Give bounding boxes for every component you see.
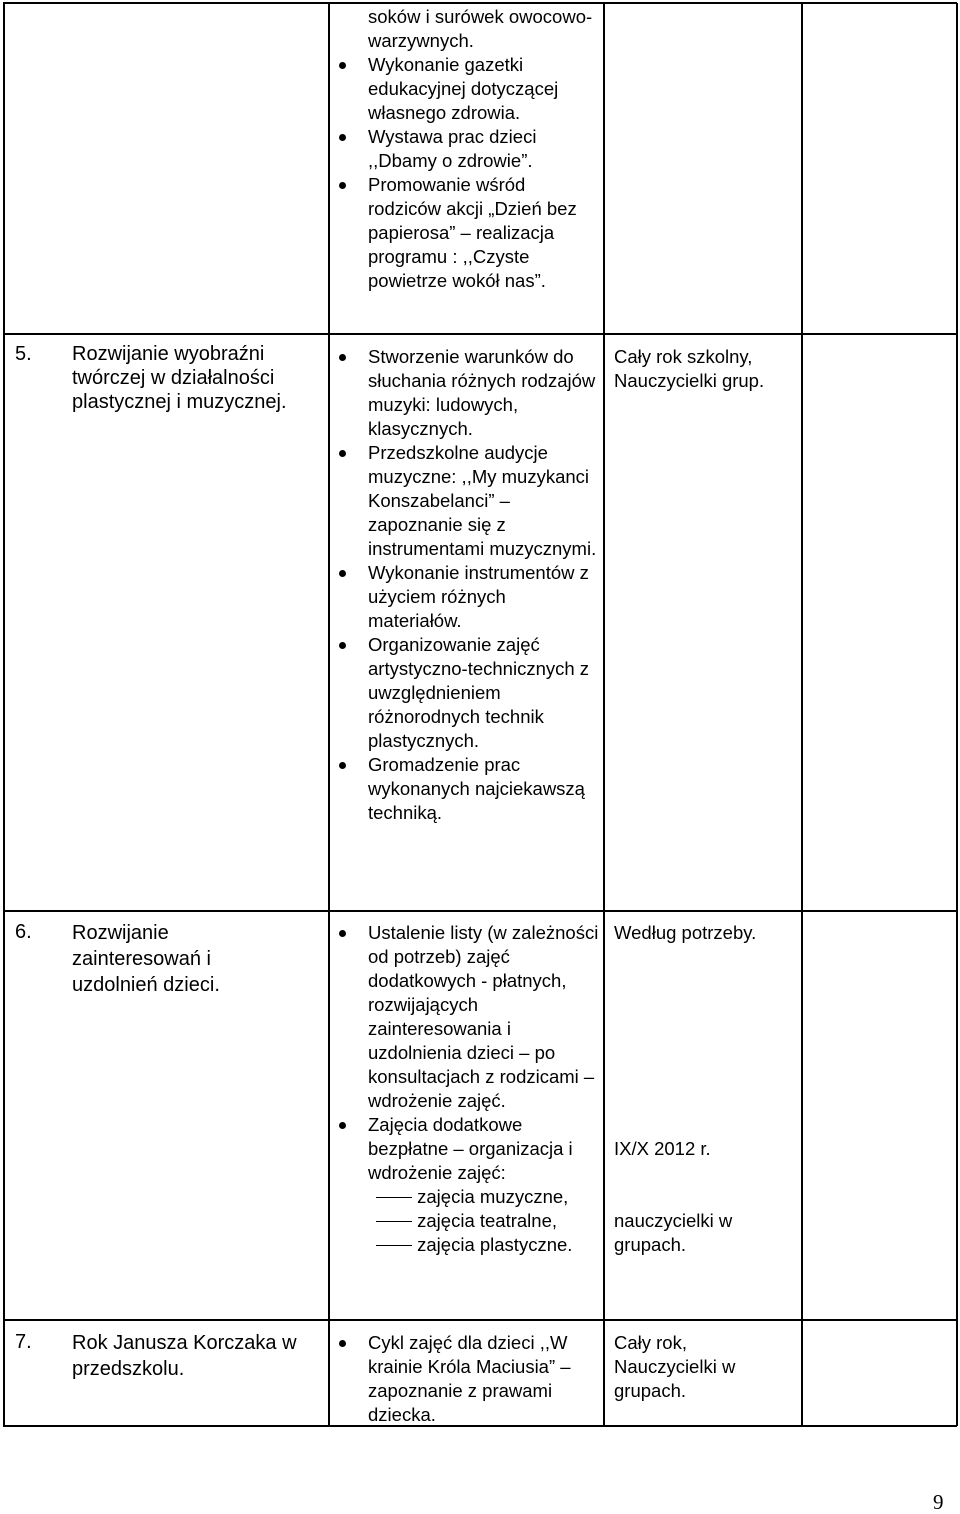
table-border-top [3, 2, 957, 4]
row-number: 7. [15, 1331, 32, 1353]
goal-text: Rozwijanie wyobraźni twórczej w działalności plastycznej i muzycznej. [72, 343, 287, 413]
dash-mark [376, 1221, 412, 1222]
row-number: 6. [15, 921, 32, 943]
activity-item: Cykl zajęć dla dzieci ,,W krainie Króla Maciusia” – zapoznanie z prawami dziecka. [368, 1331, 603, 1427]
activities-list [368, 5, 603, 293]
activity-item: Organizowanie zajęć artystyczno-technicznych z uwzględnieniem różnorodnych technik plastycznych. [368, 633, 603, 753]
activities-list [368, 921, 603, 1257]
table-border-left [3, 3, 5, 1426]
row-divider [3, 910, 957, 912]
activity-item: Gromadzenie prac wykonanych najciekawszą techniką. [368, 753, 603, 825]
activity-item: soków i surówek owocowo-warzywnych. [368, 6, 593, 51]
term-text: Cały rok szkolny, Nauczycielki grup. [614, 346, 765, 391]
term-responsible: nauczycielki w grupach. [614, 1210, 733, 1255]
activity-subitem: zajęcia muzyczne, [368, 1185, 603, 1209]
activities-list [368, 1331, 603, 1427]
dash-mark [376, 1197, 412, 1198]
goal-text: Rozwijanie zainteresowań i uzdolnień dzieci. [72, 922, 220, 996]
activity-item: Przedszkolne audycje muzyczne: ,,My muzykanci Konszabelanci” – zapoznanie się z instrumentami muzycznymi. [368, 441, 603, 561]
activity-item: Promowanie wśród rodziców akcji „Dzień bez papierosa” – realizacja programu : ,,Czyste powietrze wokół nas”. [368, 173, 603, 293]
activity-item: Zajęcia dodatkowe bezpłatne – organizacja i wdrożenie zajęć: [368, 1113, 603, 1185]
column-divider [328, 3, 330, 1426]
activity-subitem: zajęcia plastyczne. [368, 1233, 603, 1257]
activity-item: Wystawa prac dzieci ,,Dbamy o zdrowie”. [368, 125, 603, 173]
activity-item: Ustalenie listy (w zależności od potrzeb) zajęć dodatkowych - płatnych, rozwijających zainteresowania i uzdolnienia dzieci – po konsultacjach z rodzicami – wdrożenie zajęć. [368, 921, 603, 1113]
term-date: IX/X 2012 r. [614, 1138, 711, 1159]
page-number: 9 [933, 1490, 944, 1514]
activities-list [368, 345, 603, 825]
goal-text: Rok Janusza Korczaka w przedszkolu. [72, 1332, 297, 1380]
row-divider [3, 1319, 957, 1321]
activity-subitem: zajęcia teatralne, [368, 1209, 603, 1233]
row-number: 5. [15, 343, 32, 365]
column-divider [801, 3, 803, 1426]
column-divider [603, 3, 605, 1426]
row-divider [3, 333, 957, 335]
activity-item: Stworzenie warunków do słuchania różnych rodzajów muzyki: ludowych, klasycznych. [368, 345, 603, 441]
activity-item: Wykonanie instrumentów z użyciem różnych materiałów. [368, 561, 603, 633]
table-border-right [956, 3, 958, 1426]
dash-mark [376, 1245, 412, 1246]
term-text: Według potrzeby. [614, 922, 757, 943]
activity-item: Wykonanie gazetki edukacyjnej dotyczącej własnego zdrowia. [368, 53, 603, 125]
term-text: Cały rok, Nauczycielki w grupach. [614, 1332, 736, 1401]
